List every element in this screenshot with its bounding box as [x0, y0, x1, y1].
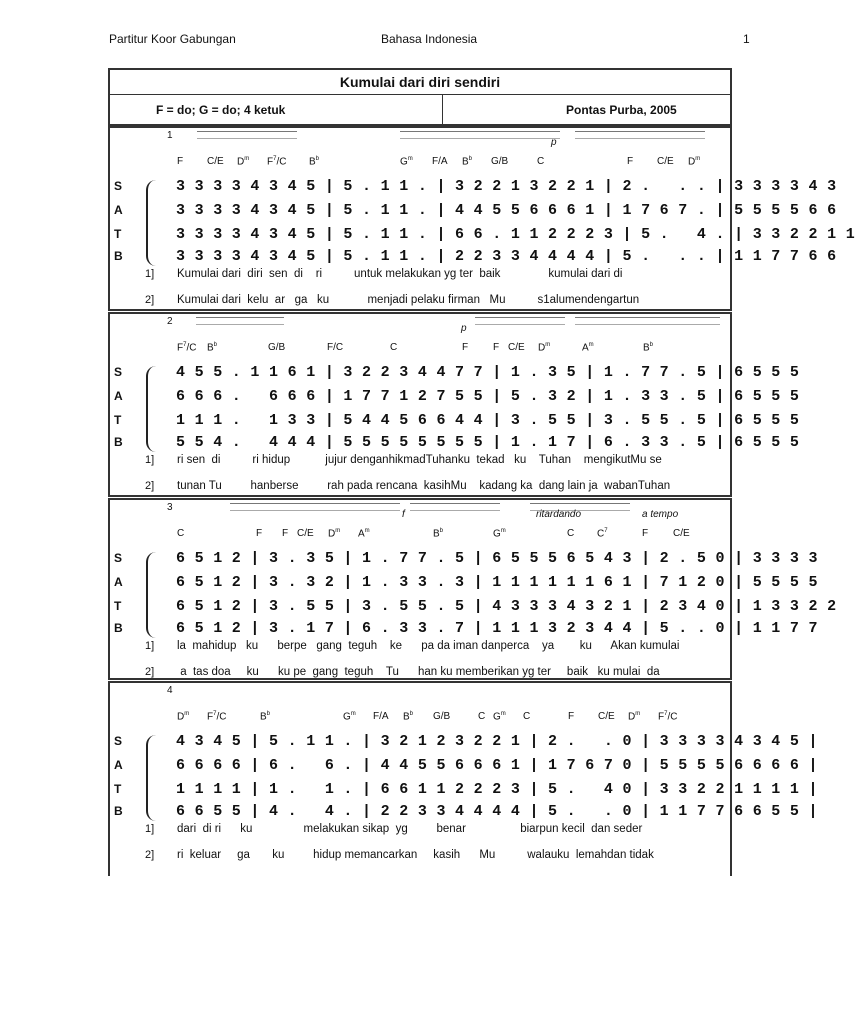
voice-label-b: B	[114, 249, 123, 263]
voice-label-t: T	[114, 227, 122, 241]
chord-symbol: G/B	[491, 156, 509, 167]
verse-number: 1]	[145, 640, 155, 652]
hairpin-mark	[470, 131, 560, 139]
chord-symbol: F/A	[373, 711, 389, 722]
chord-symbol: F	[256, 528, 263, 539]
voice-label-t: T	[114, 413, 122, 427]
notation-line: 4 5 5 . 1 1 6 1 | 3 2 2 3 4 4 7 7 | 1 . 3 5 | 1 . 7 7 . 5 | 6 5 5 5	[176, 364, 800, 381]
chord-symbol: C/E	[297, 528, 314, 539]
voice-label-s: S	[114, 365, 123, 379]
dynamic-marking: p	[461, 323, 467, 334]
notation-line: 6 5 1 2 | 3 . 3 5 | 1 . 7 7 . 5 | 6 5 5 5 6 5 4 3 | 2 . 5 0 | 3 3 3 3	[176, 550, 818, 567]
voice-label-a: A	[114, 389, 123, 403]
score-system-1	[108, 126, 855, 311]
chord-symbol: $B^b$	[309, 156, 320, 168]
lyric-line: dari di ri ku melakukan sikap yg benar biarpun kecil dan seder	[177, 823, 643, 835]
chord-symbol: C	[537, 156, 545, 167]
chord-symbol: $G^m$	[493, 528, 506, 540]
chord-symbol: $A^m$	[582, 342, 594, 354]
chord-symbol: $C^7$	[597, 528, 608, 540]
song-title: Kumulai dari diri sendiri	[110, 70, 730, 95]
chord-symbol: $G^m$	[343, 711, 356, 723]
chord-symbol: C/E	[207, 156, 224, 167]
verse-number: 1]	[145, 454, 155, 466]
verse-number: 1]	[145, 823, 155, 835]
chord-symbol: C/E	[673, 528, 690, 539]
chord-symbol: $B^b$	[433, 528, 444, 540]
notation-line: 3 3 3 3 4 3 4 5 | 5 . 1 1 . | 3 2 2 1 3 2 2 1 | 2 . . . | 3 3 3 3 4 3	[176, 178, 837, 195]
lyric-line: Kumulai dari kelu ar ga ku menjadi pelaku firman Mu s1alumendengartun	[177, 294, 640, 306]
verse-number: 2]	[145, 294, 155, 306]
chord-symbol: $D^m$	[328, 528, 341, 540]
hairpin-mark	[230, 503, 400, 511]
system-number: 4	[167, 685, 173, 696]
chord-symbol: $B^b$	[403, 711, 414, 723]
composer: Pontas Purba, 2005	[566, 103, 677, 117]
voice-brace	[146, 180, 162, 266]
chord-symbol: G/B	[268, 342, 286, 353]
hairpin-mark	[575, 131, 705, 139]
lyric-line: ri keluar ga ku hidup memancarkan kasih Mu walauku lemahdan tidak	[177, 849, 654, 861]
voice-brace	[146, 735, 162, 821]
chord-symbol: $F^7/C$	[267, 156, 287, 168]
chord-symbol: $B^b$	[643, 342, 654, 354]
notation-line: 6 6 5 5 | 4 . 4 . | 2 2 3 3 4 4 4 4 | 5 . . 0 | 1 1 7 7 6 6 5 5 |	[176, 803, 818, 820]
system-number: 3	[167, 502, 173, 513]
voice-label-a: A	[114, 758, 123, 772]
chord-row	[110, 342, 730, 356]
page-number: 1	[743, 32, 750, 46]
chord-symbol: C	[390, 342, 398, 353]
header-center-text: Bahasa Indonesia	[381, 32, 478, 46]
hairpin-mark	[410, 503, 500, 511]
lyric-line: tunan Tu hanberse rah pada rencana kasihMu kadang ka dang lain ja wabanTuhan	[177, 480, 671, 492]
header-left-text: Partitur Koor Gabungan	[109, 32, 236, 46]
chord-symbol: C	[478, 711, 486, 722]
voice-label-b: B	[114, 435, 123, 449]
verse-number: 2]	[145, 480, 155, 492]
hairpin-mark	[475, 317, 565, 325]
dynamic-marking: a tempo	[642, 509, 679, 520]
system-number: 2	[167, 316, 173, 327]
voice-label-a: A	[114, 203, 123, 217]
chord-symbol: $B^b$	[462, 156, 473, 168]
voice-label-t: T	[114, 782, 122, 796]
notation-line: 3 3 3 3 4 3 4 5 | 5 . 1 1 . | 6 6 . 1 1 2 2 2 3 | 5 . 4 . | 3 3 2 2 1 1	[176, 226, 855, 243]
chord-symbol: F	[642, 528, 649, 539]
voice-label-s: S	[114, 734, 123, 748]
system-number: 1	[167, 130, 173, 141]
title-box	[108, 68, 732, 126]
score-system-3	[108, 498, 837, 680]
chord-symbol: C	[567, 528, 575, 539]
voice-label-s: S	[114, 179, 123, 193]
chord-symbol: $D^m$	[538, 342, 551, 354]
chord-symbol: F	[462, 342, 469, 353]
chord-symbol: $G^m$	[400, 156, 413, 168]
dynamic-marking: p	[551, 137, 557, 148]
chord-symbol: $A^m$	[358, 528, 370, 540]
chord-symbol: $F^7/C$	[207, 711, 227, 723]
notation-line: 1 1 1 1 | 1 . 1 . | 6 6 1 1 2 2 2 3 | 5 . 4 0 | 3 3 2 2 1 1 1 1 |	[176, 781, 818, 798]
chord-row	[110, 156, 730, 170]
chord-symbol: $B^b$	[207, 342, 218, 354]
voice-label-t: T	[114, 599, 122, 613]
voice-label-s: S	[114, 551, 123, 565]
notation-line: 6 5 1 2 | 3 . 1 7 | 6 . 3 3 . 7 | 1 1 1 3 2 3 4 4 | 5 . . 0 | 1 1 7 7	[176, 620, 818, 637]
lyric-line: ri sen di ri hidup jujur denganhikmadTuhanku tekad ku Tuhan mengikutMu se	[177, 454, 662, 466]
chord-symbol: C	[177, 528, 185, 539]
chord-symbol: F	[177, 156, 184, 167]
chord-symbol: F	[627, 156, 634, 167]
chord-symbol: G/B	[433, 711, 451, 722]
lyric-line: la mahidup ku berpe gang teguh ke pa da iman danperca ya ku Akan kumulai	[177, 640, 680, 652]
lyric-line: a tas doa ku ku pe gang teguh Tu han ku memberikan yg ter baik ku mulai da	[177, 666, 660, 678]
verse-number: 2]	[145, 849, 155, 861]
chord-symbol: $B^b$	[260, 711, 271, 723]
chord-symbol: F/A	[432, 156, 448, 167]
chord-symbol: $D^m$	[177, 711, 190, 723]
notation-line: 6 5 1 2 | 3 . 5 5 | 3 . 5 5 . 5 | 4 3 3 3 4 3 2 1 | 2 3 4 0 | 1 3 3 2 2	[176, 598, 837, 615]
chord-symbol: F	[493, 342, 500, 353]
score-system-4	[108, 681, 818, 876]
chord-symbol: C	[523, 711, 531, 722]
hairpin-mark	[196, 317, 284, 325]
notation-line: 5 5 4 . 4 4 4 | 5 5 5 5 5 5 5 5 | 1 . 1 7 | 6 . 3 3 . 5 | 6 5 5 5	[176, 434, 800, 451]
chord-symbol: C/E	[657, 156, 674, 167]
chord-symbol: F/C	[327, 342, 344, 353]
lyric-line: Kumulai dari diri sen di ri untuk melakukan yg ter baik kumulai dari di	[177, 268, 623, 280]
notation-line: 6 6 6 . 6 6 6 | 1 7 7 1 2 7 5 5 | 5 . 3 2 | 1 . 3 3 . 5 | 6 5 5 5	[176, 388, 800, 405]
chord-symbol: C/E	[508, 342, 525, 353]
voice-label-b: B	[114, 804, 123, 818]
chord-row	[110, 528, 730, 542]
chord-symbol: $D^m$	[688, 156, 701, 168]
notation-line: 6 6 6 6 | 6 . 6 . | 4 4 5 5 6 6 6 1 | 1 7 6 7 0 | 5 5 5 5 6 6 6 6 |	[176, 757, 818, 774]
verse-number: 1]	[145, 268, 155, 280]
notation-line: 3 3 3 3 4 3 4 5 | 5 . 1 1 . | 4 4 5 5 6 6 6 1 | 1 7 6 7 . | 5 5 5 5 6 6	[176, 202, 837, 219]
chord-symbol: F	[568, 711, 575, 722]
notation-line: 3 3 3 3 4 3 4 5 | 5 . 1 1 . | 2 2 3 3 4 4 4 4 | 5 . . . | 1 1 7 7 6 6	[176, 248, 837, 265]
verse-number: 2]	[145, 666, 155, 678]
score-system-2	[108, 312, 800, 497]
voice-label-b: B	[114, 621, 123, 635]
voice-brace	[146, 366, 162, 452]
dynamic-marking: f	[402, 509, 405, 520]
chord-symbol: $F^7/C$	[658, 711, 678, 723]
notation-line: 4 3 4 5 | 5 . 1 1 . | 3 2 1 2 3 2 2 1 | 2 . . 0 | 3 3 3 3 4 3 4 5 |	[176, 733, 818, 750]
chord-symbol: C/E	[598, 711, 615, 722]
notation-line: 6 5 1 2 | 3 . 3 2 | 1 . 3 3 . 3 | 1 1 1 1 1 1 6 1 | 7 1 2 0 | 5 5 5 5	[176, 574, 818, 591]
voice-label-a: A	[114, 575, 123, 589]
notation-line: 1 1 1 . 1 3 3 | 5 4 4 5 6 6 4 4 | 3 . 5 5 | 3 . 5 5 . 5 | 6 5 5 5	[176, 412, 800, 429]
chord-symbol: $D^m$	[237, 156, 250, 168]
key-signature: F = do; G = do; 4 ketuk	[110, 94, 443, 126]
chord-symbol: $D^m$	[628, 711, 641, 723]
hairpin-mark	[197, 131, 297, 139]
chord-row	[110, 711, 730, 725]
voice-brace	[146, 552, 162, 638]
hairpin-mark	[575, 317, 720, 325]
page-header	[0, 32, 768, 50]
dynamic-marking: ritardando	[536, 509, 582, 520]
chord-symbol: $F^7/C$	[177, 342, 197, 354]
chord-symbol: $G^m$	[493, 711, 506, 723]
chord-symbol: F	[282, 528, 289, 539]
